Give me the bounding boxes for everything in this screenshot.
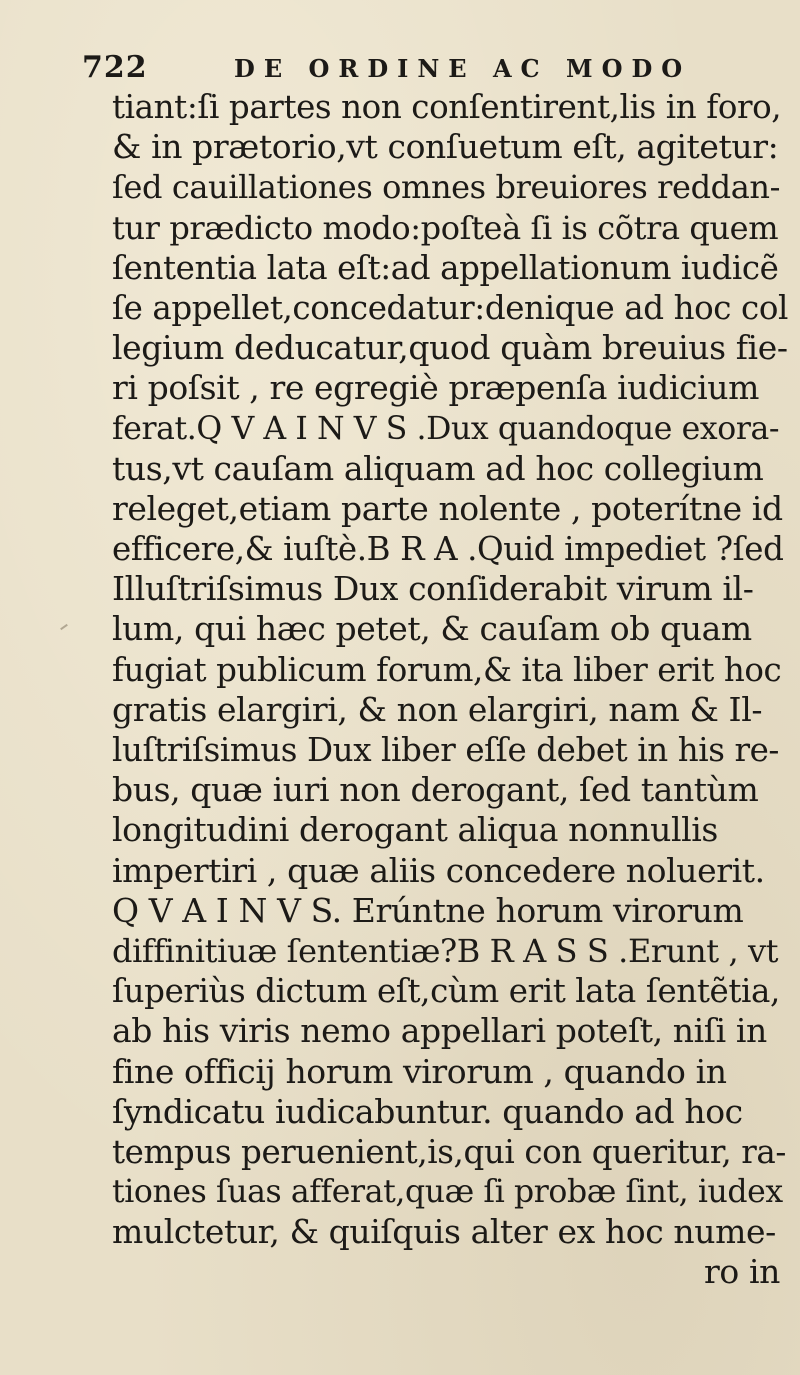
text-line: & in prætorio,vt conſuetum eſt, agitetur:	[112, 127, 779, 167]
text-line: ſed cauillationes omnes breuiores reddan-	[112, 168, 781, 207]
text-line: releget,etiam parte nolente , poterítne id	[112, 488, 783, 528]
text-line: tus,vt cauſam aliquam ad hoc collegium	[112, 448, 764, 488]
text-line: tempus peruenient,is,qui con queritur, ra-	[112, 1132, 786, 1171]
text-line: ſententia lata eſt:ad appellationum iudicẽ	[112, 248, 779, 287]
text-line: mulctetur, & quiſquis alter ex hoc nume-	[112, 1212, 776, 1252]
text-line: lum, qui hæc petet, & cauſam ob quam	[112, 609, 752, 649]
text-line: efficere,& iuſtè.B R A .Quid impediet ?ſed	[112, 530, 784, 569]
text-line: luſtriſsimus Dux liber eſſe debet in his re-	[112, 731, 780, 769]
page-number: 722	[82, 50, 148, 85]
running-head: DE ORDINE AC MODO	[234, 54, 692, 83]
text-line: impertiri , quæ aliis concedere noluerit.	[112, 850, 765, 890]
text-line: ab his viris nemo appellari poteſt, niſi in	[112, 1011, 767, 1051]
text-line: fugiat publicum forum,& ita liber erit hoc	[112, 650, 782, 689]
text-line: fine officij horum virorum , quando in	[112, 1051, 727, 1091]
text-line: legium deducatur,quod quàm breuius fie-	[112, 328, 788, 368]
text-line: gratis elargiri, & non elargiri, nam & Il-	[112, 689, 763, 729]
text-line: Illuſtriſsimus Dux conſiderabit virum il-	[112, 569, 754, 609]
page-header	[82, 50, 772, 90]
text-line: ſe appellet,concedatur:denique ad hoc col	[112, 288, 788, 327]
text-line: ſyndicatu iudicabuntur. quando ad hoc	[112, 1091, 743, 1131]
text-line: ferat.Q V A I N V S .Dux quandoque exora-	[112, 410, 780, 447]
text-line: ri poſsit , re egregiè præpenſa iudicium	[112, 368, 759, 408]
text-line: longitudini derogant aliqua nonnullis	[112, 810, 718, 850]
text-line: tiant:ſi partes non conſentirent,lis in foro,	[112, 88, 782, 126]
catchword: ro in	[704, 1252, 780, 1292]
text-line: tur prædicto modo:poſteà ſi is cõtra quem	[112, 208, 779, 247]
ink-mark	[60, 624, 68, 630]
text-line: tiones ſuas afferat,quæ ſi probæ ſint, iudex	[112, 1174, 783, 1211]
text-line: bus, quæ iuri non derogant, ſed tantùm	[112, 770, 759, 810]
text-line: ſuperiùs dictum eſt,cùm erit lata ſentẽtia,	[112, 972, 780, 1011]
text-line: diffinitiuæ ſententiæ?B R A S S .Erunt , vt	[112, 931, 779, 970]
body-text	[112, 87, 788, 1293]
text-line: Q V A I N V S. Erúntne horum virorum	[112, 890, 744, 930]
